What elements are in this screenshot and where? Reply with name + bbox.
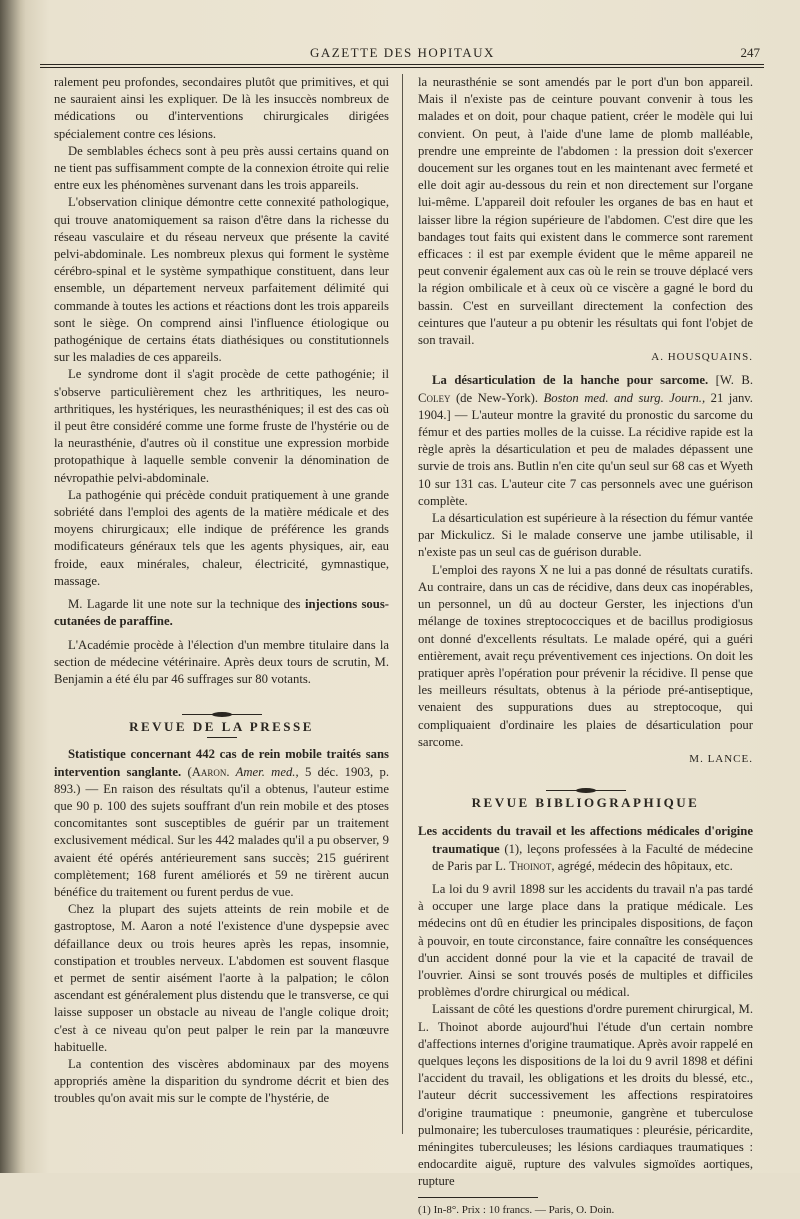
article-place: (de New-York). xyxy=(450,390,538,405)
section-ornament xyxy=(54,698,389,710)
column-divider xyxy=(402,74,403,1134)
article-journal: Amer. med., xyxy=(229,764,299,779)
article-coley xyxy=(418,372,753,510)
article-body: — L'auteur montre la gravité du pronostic du sarcome du fémur et des parties molles de la cuisse. La récidive rapide est la règle après la désarticulation et peu de malades dépassent une survie de trois ans. Butlin n'en cite qu'un seul sur 68 cas et Wyeth 10 sur 131 cas. L'auteur cite 7 cas personnels avec une guérison complète. xyxy=(418,407,753,508)
page-header xyxy=(60,40,760,62)
article-ref: 21 janv. 1904.] xyxy=(418,390,753,422)
article-aaron: Statistique concernant 442 cas de rein mobile traités sans intervention sanglante. (Aaron. Amer. med., 5 déc. 1903, p. 893.) — En raison des résultats qu'il a obtenus, l'auteur estime que 90 p. 100 des sujets souffrant d'un rein mobile et des ptoses concomitantes sont susceptibles de guérir par un traitement exclusivement médical. Sur les 442 malades qu'il a pu observer, 9 avaient été opérés antérieurement sans succès; 215 guérirent complètement; 168 furent améliorés et 59 ne tirèrent aucun bénéfice du traitement ou furent perdus de vue. xyxy=(54,747,390,899)
paragraph: L'Académie procède à l'élection d'un membre titulaire dans la section de médecine vétérinaire. Après deux tours de scrutin, M. Benjamin a été élu par 46 suffrages sur 80 votants. xyxy=(54,637,389,686)
right-column xyxy=(418,74,753,1219)
section-title-revue-presse: REVUE DE LA PRESSE xyxy=(129,719,314,735)
paragraph: Laissant de côté les questions d'ordre purement chirurgical, M. L. Thoinot aborde aujourd'hui l'étude d'un certain nombre d'affections internes d'origine traumatique. Après avoir rappelé en quelques leçons les dispositions de la loi du 9 avril 1898 et défini l'accident du travail, les obligations et les droits du blessé, etc., l'auteur décrit successivement les affections respiratoires d'origine traumatique : pneumonie, gangrène et tuberculose pulmonaire; les tuberculoses traumatiques : pleurésie, péricardite, méningites tuberculeuses; les lésions cardiaques traumatiques : endocardite aiguë, rupture des valvules sigmoïdes aortiques, rupture xyxy=(418,1002,753,1189)
paragraph: ralement peu profondes, secondaires plutôt que primitives, et qui ne sauraient ainsi les expliquer. De là les insuccès nombreux de médications ou d'interventions chirurgicales dirigées spécialement contre ces lésions. xyxy=(54,75,389,141)
paragraph: Le syndrome dont il s'agit procède de cette pathogénie; il s'observe particulièrement chez les arthritiques, les neuro-arthritiques, les hystériques, les neurasthéniques; il est des cas où il peut être considéré comme une forme fruste de l'hystérie ou de la neurasthénie, d'autres où il constitue une expression morbide protopathique à laquelle semble convenir la dénomination de névropathie pelvi-abdominale. xyxy=(54,367,389,485)
paragraph: L'observation clinique démontre cette connexité pathologique, qui trouve anatomiquement sa raison d'être dans la richesse du réseau vasculaire et du réseau nerveux que présente la cavité pelvi-abdominale. Les nombreux plexus qui forment le système cérébro-spinal et le système sympathique constituent, dans leur ensemble, un département nerveux parfaitement délimité qui commande à toutes les actions et réactions dont les trois appareils sont le siège. On comprend ainsi l'influence étiologique ou pathogénique de certains états diathésiques ou constitutionnels sur les maladies de ces appareils. xyxy=(54,195,389,365)
article-author: Aaron. xyxy=(191,764,230,779)
paragraph: la neurasthénie se sont amendés par le port d'un bon appareil. Mais il n'existe pas de ceinture pouvant convenir à tous les malades et on doit, pour chaque patient, créer le modèle qui lui convient. On peut, à l'aide d'une lame de plomb malléable, prendre une empreinte de l'abdomen : la pression doit s'exercer doucement sur les organes tout en les maintenant avec fermeté et elle doit agir au-dessous du rein et non directement sur l'organe lui-même. L'appareil doit refouler les organes de bas en haut et laisser libre la région supérieure de l'abdomen. C'est dire que les bandages tout faits qui existent dans le commerce sont rarement efficaces : il est par exemple évident que le même appareil ne peut convenir également aux cas où le rein se trouve déplacé vers la région ombilicale et à ceux où ce viscère a gagné le bord du bassin. C'est en surveillant directement la confection des ceintures que l'auteur a pu obtenir les résultats qui font l'objet de son travail. xyxy=(418,75,753,348)
lagarde-text: M. Lagarde lit une note sur la technique des xyxy=(68,597,305,612)
book-entry xyxy=(418,823,753,875)
section-rule xyxy=(207,737,237,738)
page-number: 247 xyxy=(740,45,760,60)
header-rule xyxy=(40,64,764,65)
lagarde-topic: injections sous-cutanées de paraffine. xyxy=(54,597,389,629)
footnote: (1) In-8°. Prix : 10 francs. — Paris, O. Doin. xyxy=(418,1203,615,1216)
article-title: Statistique concernant 442 cas de rein mobile traités sans intervention sanglante. xyxy=(54,747,389,779)
paragraph: De semblables échecs sont à peu près aussi certains quand on ne tient pas suffisamment compte de la connexion étroite qui relie entre eux les phénomènes survenant dans les trois appareils. xyxy=(54,143,389,193)
paragraph: Chez la plupart des sujets atteints de rein mobile et de gastroptose, M. Aaron a noté l'existence d'une dyspepsie avec défaillance deux ou trois heures après les repas, insomnie, constipation et troubles nerveux. L'abdomen est souvent flasque et permet de sentir aisément l'aorte à la palpation; le côlon ascendant est généralement plus distendu que le transverse, ce qui laisse supposer un obstacle au niveau de l'angle colique droit; c'est à ce niveau qu'on peut palper le rein par la manœuvre habituelle. xyxy=(54,902,389,1054)
signature-housquains: A. HOUSQUAINS. xyxy=(651,351,753,364)
article-ref: 5 déc. 1903, p. 893.) xyxy=(54,764,390,796)
paragraph: La pathogénie qui précède conduit pratiquement à une grande sobriété dans l'emploi des agents de la matière médicale et des moyens chirurgicaux; elle indique de préférence les grands modificateurs généraux tels que les agents physiques, air, eau froide, eaux minérales, chaleur, électricité, gymnastique, massage. xyxy=(54,487,389,588)
header-rule-thin xyxy=(40,67,764,68)
article-journal: Boston med. and surg. Journ., xyxy=(538,390,706,405)
signature-lance: M. LANCE. xyxy=(689,752,753,765)
paragraph: L'emploi des rayons X ne lui a pas donné de résultats curatifs. Au contraire, dans un cas de récidive, dans deux cas inopérables, un personnel, un dû au docteur Gerster, les injections d'un mélange de toxines streptococciques et de bacillus prodigiosus ont donné d'excellents résultats. Le malade opéré, qui a guéri entièrement, avait reçu préventivement ces injections. On doit les pratiquer après l'opération pour prévenir la récidive. Il pense que les meilleurs résultats, obtenus à la période pré-antiseptique, venaient des suppurations dues au streptocoque, qui compliquaient d'ordinaire les plaies de désarticulation pour sarcome. xyxy=(418,562,753,749)
article-title: La désarticulation de la hanche pour sarcome. xyxy=(432,373,709,388)
paragraph: La contention des viscères abdominaux par des moyens appropriés amène la disparition du syndrome décrit et bien des troubles qu'on avait mis sur le compte de l'hystérie, de xyxy=(54,1056,389,1106)
book-rest: (1), leçons professées à la Faculté de médecine de Paris par L. xyxy=(432,841,753,873)
article-author: [W. B. Coley xyxy=(418,373,754,405)
book-author: Thoinot xyxy=(509,858,552,873)
book-binding xyxy=(0,0,26,1173)
left-column xyxy=(54,74,389,1108)
paragraph: La désarticulation est supérieure à la résection du fémur vantée par Mickulicz. Si le malade conserve une jambe utilisable, il n'existe pas un seul cas de guérison durable. xyxy=(418,511,753,560)
paragraph: La loi du 9 avril 1898 sur les accidents du travail n'a pas tardé à occuper une large place dans la pratique médicale. Les médecins ont dû en étudier les principales dispositions, de façon à pouvoir, en toute circonstance, faire connaître les conséquences d'un accident donné pour la vie et la capacité de travail de l'ouvrier. Ainsi se sont trouvés posés de multiples et difficiles problèmes d'ordre chirurgical ou médical. xyxy=(418,881,753,1000)
section-title-revue-bibliographique: REVUE BIBLIOGRAPHIQUE xyxy=(471,795,700,811)
book-tail: , agrégé, médecin des hôpitaux, etc. xyxy=(551,858,733,873)
section-ornament xyxy=(418,774,753,786)
footnote-rule xyxy=(418,1197,538,1198)
paragraph-lagarde xyxy=(54,596,389,630)
running-title: GAZETTE DES HOPITAUX xyxy=(310,45,495,60)
book-title: Les accidents du travail et les affections médicales d'origine traumatique xyxy=(418,824,753,856)
article-body: — En raison des résultats qu'il a obtenus, l'auteur estime que 90 p. 100 des sujets souffrant d'un rein mobile et des ptoses concomitantes sont susceptibles de guérir par un traitement exclusivement médical. Sur les 442 malades qu'il a pu observer, 9 avaient été opérés antérieurement sans succès; 215 guérirent complètement; 168 furent améliorés et 59 ne tirèrent aucun bénéfice du traitement ou furent perdus de vue. xyxy=(54,781,389,899)
